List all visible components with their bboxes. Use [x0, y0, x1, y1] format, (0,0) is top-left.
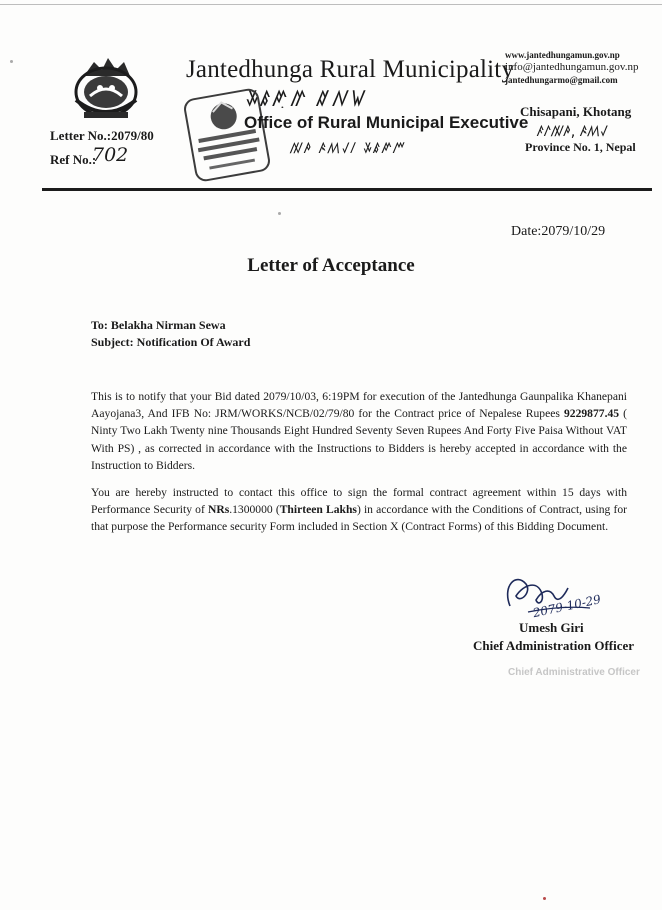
recipient-line: To: Belakha Nirman Sewa — [91, 318, 226, 332]
scan-speck — [543, 897, 546, 900]
scan-speck — [10, 60, 13, 63]
ref-number-handwritten: 702 — [92, 144, 129, 166]
paragraph-text: ) in accordance with the Conditions of Contract, using for that purpose the Performance security Form included in Section X (Contract Forms) of this Bidding Document. — [91, 503, 627, 534]
letter-date: Date:2079/10/29 — [511, 224, 606, 239]
address-text: Chisapani, Khotang — [520, 104, 632, 119]
email-info: info@jantedhungamun.gov.np — [505, 61, 639, 73]
security-amount-words: Thirteen Lakhs — [279, 503, 357, 517]
address-script: ꤰꤱꤲꤳ, ꤴꤵꤶ — [537, 122, 608, 140]
currency-label: NRs — [207, 503, 230, 517]
nepal-emblem-icon — [64, 54, 148, 124]
letter-title: Letter of Acceptance — [247, 255, 415, 276]
office-title-script: ꤲꤳ ꤴꤵꤶꤷ ꤸꤹꤺꤻ — [290, 139, 406, 157]
paragraph-text: .1300000 ( — [229, 503, 280, 517]
header-divider — [42, 188, 652, 191]
province-text: Province No. 1, Nepal — [525, 140, 636, 154]
paragraph-text: You are hereby instructed to contact this office to sign the formal contract agreement within 15 days with Performance Security of — [91, 486, 627, 517]
letter-number: Letter No.:2079/80 — [50, 128, 154, 143]
officer-name: Umesh Giri — [519, 620, 584, 635]
office-seal-stamp — [184, 88, 270, 182]
contract-amount: 9229877.45 — [563, 407, 620, 421]
municipality-name-script: ꤸꤹꤺ꤫ꤼ ꤽꤾꤿ — [246, 87, 368, 112]
handwritten-signature — [498, 566, 628, 622]
website-text: www.jantedhungamun.gov.np — [505, 50, 620, 60]
notification-paragraph — [91, 388, 627, 474]
ref-number-label: Ref No.: — [50, 152, 97, 167]
faded-designation-stamp: Chief Administrative Officer — [508, 667, 640, 678]
email-alt: jantedhungarmo@gmail.com — [505, 75, 618, 85]
officer-title: Chief Administration Officer — [473, 638, 635, 653]
top-edge-line — [0, 4, 662, 5]
scan-speck — [278, 212, 281, 215]
municipality-name: Jantedhunga Rural Municipality — [186, 56, 515, 83]
instruction-paragraph — [91, 484, 627, 536]
paragraph-text: ( Ninty Two Lakh Twenty nine Thousands Eight Hundred Seventy Seven Rupees And Forty Five Paisa Without VAT With PS) , as corrected in accordance with the Instructions to Bidders is hereby accepted in accordance with the Instruction to Bidders. — [91, 407, 627, 472]
office-title: Office of Rural Municipal Executive — [244, 113, 529, 132]
paragraph-text: This is to notify that your Bid dated 2079/10/03, 6:19PM for execution of the Jantedhunga Gaunpalika Khanepani Aayojana3, And IFB No: JRM/WORKS/NCB/02/79/80 for the Contract price of Nepalese Rupees — [91, 390, 627, 421]
signature-date: 2079-10-29 — [531, 592, 603, 621]
subject-line: Subject: Notification Of Award — [91, 335, 251, 349]
